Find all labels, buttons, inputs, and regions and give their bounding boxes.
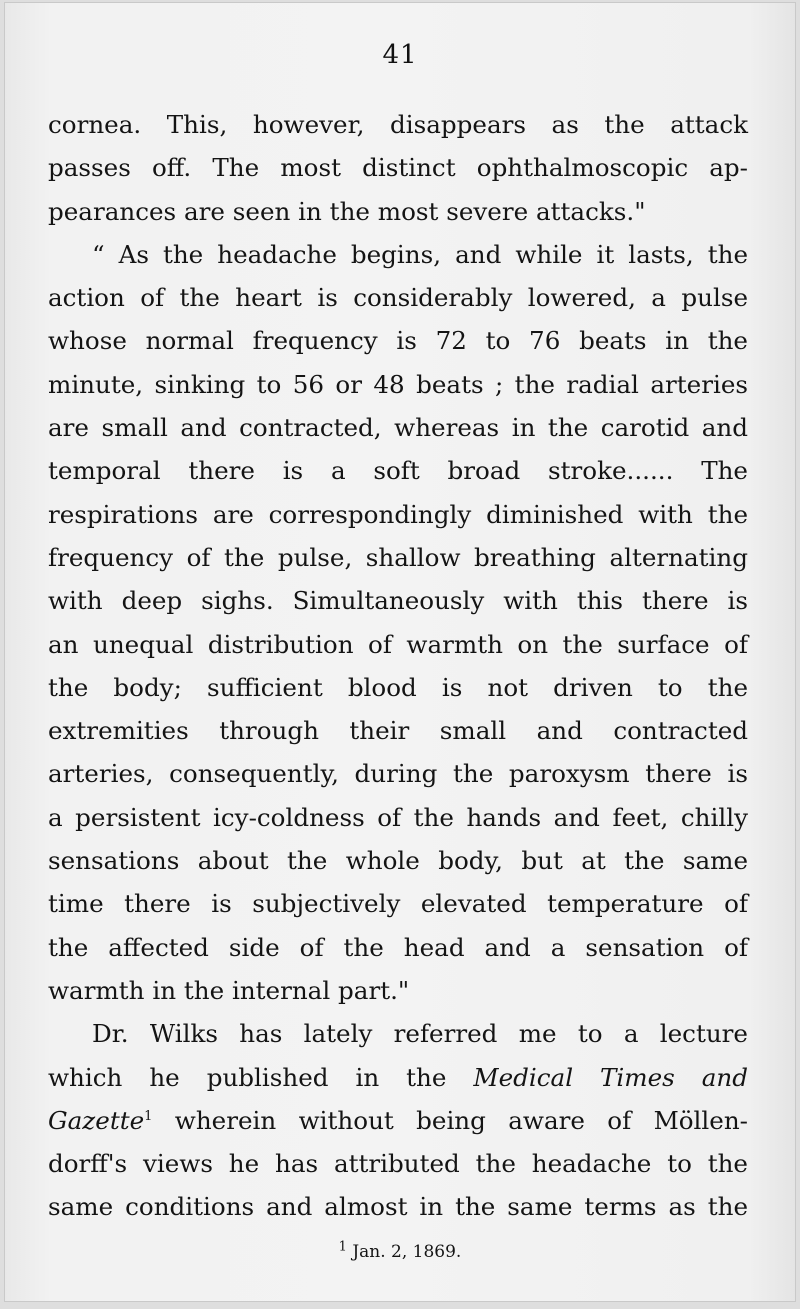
text-line: a persistent icy-coldness of the hands and feet, chilly: [48, 802, 748, 832]
text-run: wherein without being aware of Möllen-: [152, 1105, 748, 1135]
text-line: pearances are seen in the most severe attacks.": [48, 196, 646, 226]
text-line: [48, 1056, 748, 1099]
page-number: 41: [382, 40, 418, 70]
text-line: Dr. Wilks has lately referred me to a lecture: [92, 1019, 748, 1049]
text-line: dorff's views he has attributed the headache to the: [48, 1149, 748, 1179]
text-line: respirations are correspondingly diminished with the: [48, 499, 748, 529]
text-line: temporal there is a soft broad stroke...... The: [48, 456, 748, 486]
footnote-reference: 1: [144, 1108, 153, 1124]
footnote-text: Jan. 2, 1869.: [346, 1242, 462, 1262]
text-line: sensations about the whole body, but at the same: [48, 846, 748, 876]
text-line: same conditions and almost in the same terms as the: [48, 1192, 748, 1222]
text-line: are small and contracted, whereas in the carotid and: [48, 413, 748, 443]
text-line: an unequal distribution of warmth on the surface of: [48, 629, 748, 659]
text-line: “ As the headache begins, and while it lasts, the: [92, 239, 748, 269]
text-line: minute, sinking to 56 or 48 beats ; the radial arteries: [48, 369, 748, 399]
text-line: action of the heart is considerably lowered, a pulse: [48, 283, 748, 313]
journal-title: Medical Times and: [473, 1062, 748, 1092]
journal-title: Gazette: [48, 1105, 145, 1135]
text-line: with deep sighs. Simultaneously with this there is: [48, 586, 748, 616]
text-line: the affected side of the head and a sensation of: [48, 932, 748, 962]
text-line: warmth in the internal part.": [48, 975, 410, 1005]
text-line: arteries, consequently, during the paroxysm there is: [48, 759, 748, 789]
text-line: time there is subjectively elevated temperature of: [48, 889, 748, 919]
footnote-marker: 1: [338, 1239, 347, 1255]
body-text: [48, 103, 748, 1229]
footnote: [4, 1239, 796, 1262]
book-page: [4, 2, 796, 1302]
text-line: [48, 1099, 748, 1142]
text-run: which he published in the: [48, 1062, 474, 1092]
text-line: extremities through their small and contracted: [48, 716, 748, 746]
text-line: whose normal frequency is 72 to 76 beats in the: [48, 326, 748, 356]
text-line: frequency of the pulse, shallow breathing alternating: [48, 542, 748, 572]
text-line: passes off. The most distinct ophthalmoscopic ap-: [48, 153, 748, 183]
text-line: the body; sufficient blood is not driven to the: [48, 672, 748, 702]
text-line: cornea. This, however, disappears as the attack: [48, 110, 748, 139]
